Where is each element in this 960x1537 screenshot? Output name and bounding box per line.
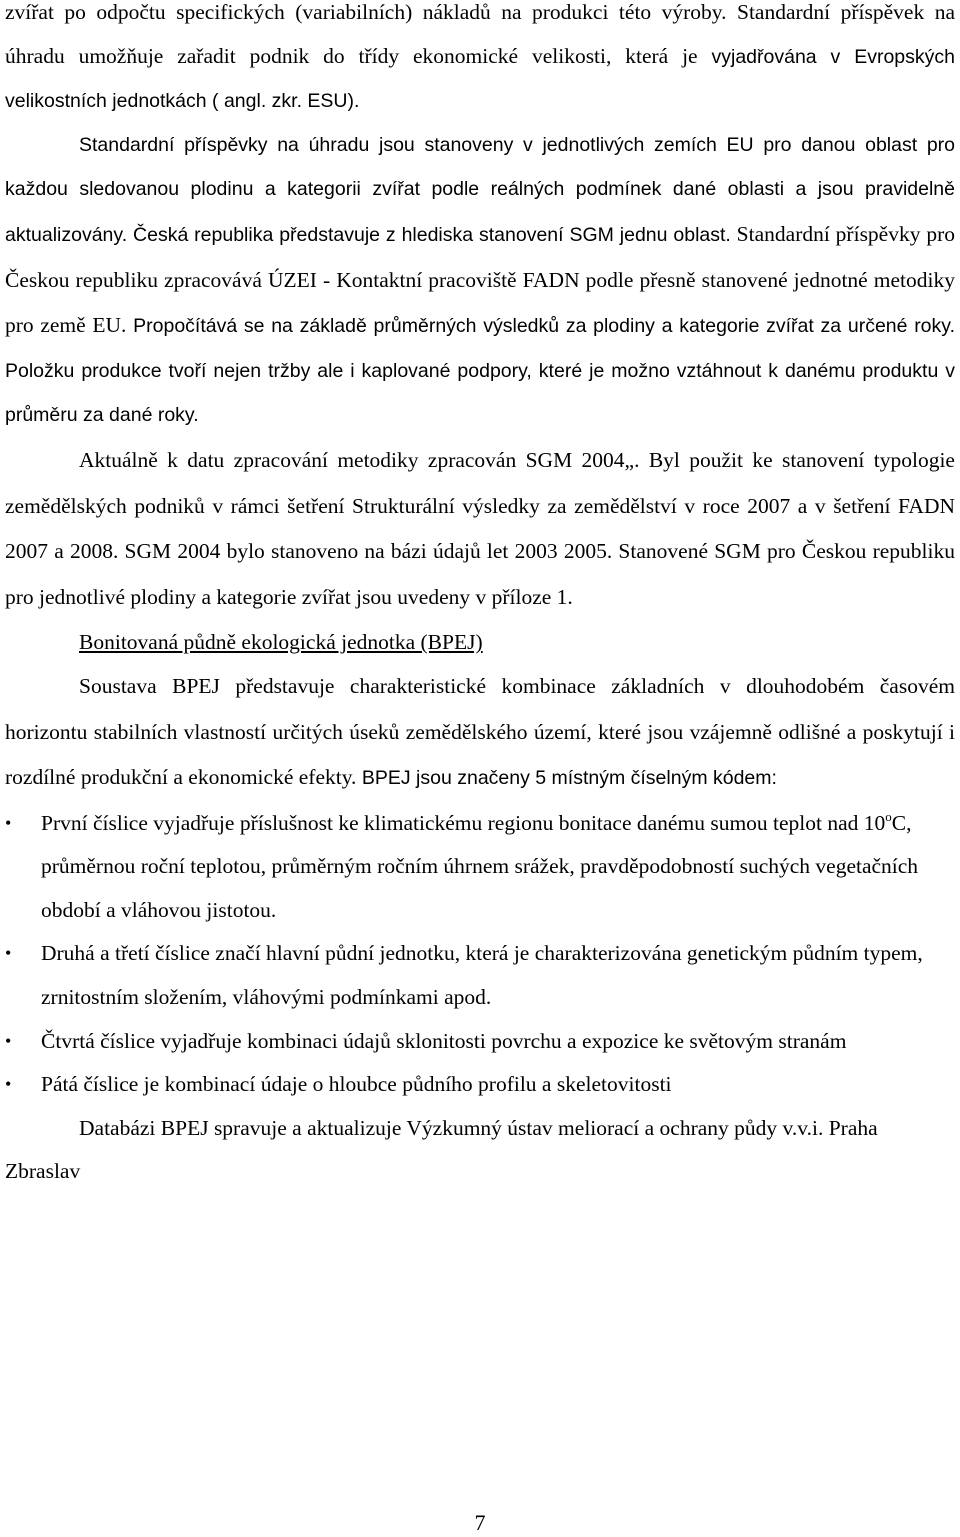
paragraph-sgm-regions [5, 124, 955, 439]
para4-serif-part: Soustava BPEJ představuje charakteristické kombinace základních v dlouhodobém časovém horizontu stabilních vlastností určitých úseků zemědělského území, které jsou vzájemně odlišné a poskytují i rozdílné produkční a ekonomické efekty. [5, 673, 955, 790]
para1-line3: vyjadřována v Evropských velikostních jednotkách ( angl. zkr. ESU). [5, 45, 955, 113]
document-page [5, 0, 955, 1194]
paragraph-bpej-database: Databázi BPEJ spravuje a aktualizuje Výzkumný ústav meliorací a ochrany půdy v.v.i. Praha Zbraslav [5, 1115, 878, 1184]
bullet3-text: Čtvrtá číslice vyjadřuje kombinaci údajů sklonitosti povrchu a expozice ke světovým stranám [41, 1028, 847, 1053]
para2-serif-part: Standardní příspěvky pro Českou republiku zpracovává ÚZEI - Kontaktní pracoviště FADN podle přesně stanovené jednotné metodiky pro země EU. [5, 221, 955, 338]
bullet4-text: Pátá číslice je kombinací údaje o hloubce půdního profilu a skeletovitosti [41, 1072, 672, 1097]
section-heading-bpej: Bonitovaná půdně ekologická jednotka (BPEJ) [79, 630, 483, 655]
paragraph-sgm-2004 [5, 439, 955, 621]
bpej-digit-list [5, 802, 955, 1107]
para2-sans-part2: Propočítává se na základě průměrných výsledků za plodiny a kategorie zvířat za určené roky. Položku produkce tvoří nejen tržby ale i kaplované podpory, které je možno vztáhnout k danému produktu v průměru za dané roky. [5, 315, 956, 427]
para3-serif-part2: Stanovené SGM pro Českou republiku pro jednotlivé plodiny a kategorie zvířat jsou uvedeny v příloze 1. [5, 539, 956, 609]
bullet-icon: • [5, 943, 12, 964]
para3-serif-part: Aktuálně k datu zpracování metodiky zpracován SGM 2004„. [79, 447, 640, 472]
list-item [5, 802, 955, 933]
para2-sans-part: Standardní příspěvky na úhradu jsou stanoveny v jednotlivých zemích EU pro danou oblast pro každou sledovanou plodinu a kategorii zvířat podle reálných podmínek dané oblasti a jsou pravidelně aktualizovány. Česká republika představuje z hlediska stanovení SGM jednu oblast. [5, 133, 955, 246]
paragraph-sgm-definition [5, 0, 955, 124]
para1-line1: zvířat po odpočtu specifických (variabilních) nákladů na produkci této výroby. Standardní [5, 0, 831, 24]
bullet2-text: Druhá a třetí číslice značí hlavní půdní jednotku, která je charakterizována genetickým půdním typem, zrnitostním složením, vláhovými podmínkami apod. [41, 941, 923, 1010]
para1-line2: příspěvek na úhradu umožňuje zařadit podnik do třídy ekonomické velikosti, která je [5, 0, 955, 68]
para4-sans-part: BPEJ jsou značeny 5 místným číselným kódem: [356, 767, 777, 790]
list-item [5, 932, 955, 1019]
list-item [5, 1063, 955, 1107]
page-number: 7 [474, 1510, 486, 1535]
bullet1-part1: První číslice vyjadřuje příslušnost ke klimatickému regionu bonitace danému sumou teplot nad 10 [41, 810, 886, 835]
bullet1-superscript: o [885, 808, 892, 824]
bullet1-part2: C, průměrnou roční teplotou, průměrným ročním úhrnem srážek, pravděpodobností suchých vegetačních období a vláhovou jistotou. [41, 810, 919, 922]
list-item [5, 1020, 955, 1064]
bullet-icon: • [5, 812, 12, 833]
bullet-icon: • [5, 1074, 12, 1095]
bullet-icon: • [5, 1030, 12, 1051]
paragraph-bpej-system [5, 665, 955, 802]
para3-sans-part: Byl použit ke stanovení typologie zemědělských podniků v rámci šetření Strukturální výsledky za zemědělství v roce 2007 a v šetření FADN 2007 a 2008. SGM 2004 bylo stanoveno na bázi údajů let 2003 2005. [5, 447, 955, 564]
